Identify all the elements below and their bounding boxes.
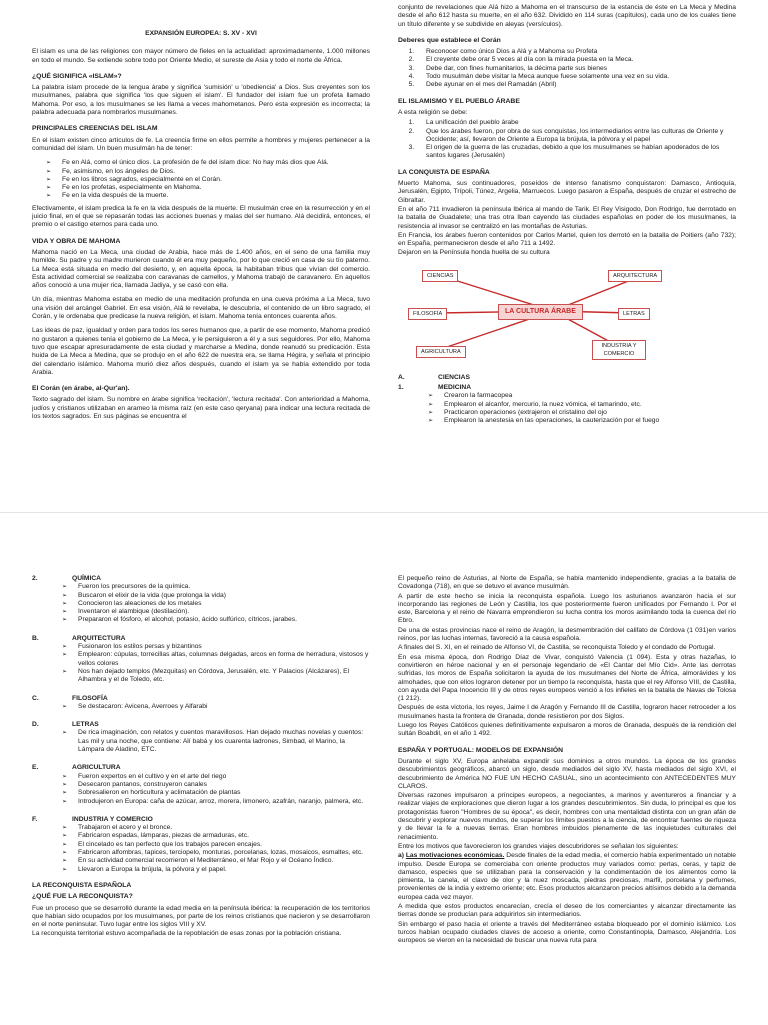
coran-continuation: conjunto de revelaciones que Alá hizo a Mahoma en el transcurso de la estancia de éste en La Meca y Medina desde el año 612 hasta su muerte, en el año 632. Dividido en 114 suras (capítulos), cada uno de los cuales tiene un título diferente y se subdivide en aleyas (versículos). bbox=[398, 4, 736, 28]
list-item: ➢ Se destacaron: Avicena, Averroes y Alfarabi bbox=[62, 703, 370, 711]
list-item: ➢ Fueron expertos en el cultivo y en el arte del riego bbox=[62, 773, 370, 781]
expansion-paragraph: A medida que estos productos encarecían, crecía el deseo de los comerciantes y alcanzar directamente las tierras donde se producían para adquirirlos sin intermediarios. bbox=[398, 902, 736, 919]
creencias-heading: PRINCIPALES CREENCIAS DEL ISLAM bbox=[32, 125, 158, 133]
list-item: ➢ Introdujeron en Europa: caña de azúcar, arroz, morera, limonero, azafrán, naranjo, palmera, etc. bbox=[62, 798, 370, 806]
node-letras: LETRAS bbox=[618, 308, 650, 320]
list-item: ➢ Llevaron a Europa la brújula, la pólvora y el papel. bbox=[62, 866, 370, 874]
document-title: EXPANSIÓN EUROPEA: S. XV - XVI bbox=[145, 30, 257, 37]
list-item: ➢ Fabricaron espadas, lámparas, piezas de armaduras, etc. bbox=[62, 832, 370, 840]
reconquista-text: A partir de este hecho se inicia la reconquista española. Luego los asturianos avanzaron hacia el sur incorporando las regiones de León y Castilla, los que posteriormente fueron unificados por Fernando I. Por el este, Barcelona y el reino de Navarra emprendieron su lucha contra los moros asimilando toda la cuenca del río Ebro. bbox=[398, 592, 736, 625]
list-item: ➢ Emplearon la anestesia en las operaciones, la cauterización por el fuego bbox=[428, 417, 736, 425]
node-industria-comercio: INDUSTRIA Y COMERCIO bbox=[592, 340, 646, 361]
node-ciencias: CIENCIAS bbox=[422, 270, 458, 282]
list-item: ➢ Fueron los precursores de la química. bbox=[62, 583, 370, 591]
section-agricultura: E. AGRICULTURA bbox=[32, 764, 121, 772]
reconquista-text: Después de esta victoria, los reyes, Jaime I de Aragón y Fernando III de Castilla, lograron hacer retroceder a los musulmanes hasta la frontera de Granada, donde resistieron por dos Siglos. bbox=[398, 704, 736, 720]
conquista-paragraph: Dejaron en la Península honda huella de su cultura bbox=[398, 249, 550, 257]
document-page-2 bbox=[0, 512, 768, 1025]
list-item: ➢ Buscaron el elixir de la vida (que prolonga la vida) bbox=[62, 592, 370, 600]
list-item: 3. El origen de la guerra de las cruzadas, debido a que los musulmanes se habían apoderados de los santos lugares (Jerusalén) bbox=[416, 144, 736, 161]
list-item: ➢ Prepararon el fósforo, el alcohol, potasio, ácido sulfúrico, cítricos, jarabes. bbox=[62, 616, 370, 624]
creencias-paragraph-2: Efectivamente, el islam predica la fe en la vida después de la muerte. El musulmán cree en la resurrección y en el juicio final, en el que se repasarán todas las acciones buenas y malas del ser humano. Alá decidirá, entonces, el premio o el castigo eternos para cada uno. bbox=[32, 204, 370, 229]
node-agricultura: AGRICULTURA bbox=[416, 346, 466, 358]
deberes-list bbox=[398, 48, 736, 89]
islam-paragraph: La palabra islam procede de la lengua árabe y significa 'sumisión' u 'obediencia' a Dios. Sus creyentes son los musulmanes, palabra que significa 'los que siguen el islam'. El fundador del islam fue un profeta llamado Mahoma. Por eso, a los musulmanes se les llama a veces mahometanos. Pero esta expresión es incorrecta; la palabra adecuada para nombrarlos musulmanes. bbox=[32, 84, 370, 117]
node-filosofia: FILOSOFÍA bbox=[408, 308, 447, 320]
letras-list bbox=[32, 729, 370, 754]
list-item: ➢ El cincelado es tan perfecto que los trabajos parecen encajes. bbox=[62, 841, 370, 849]
creencias-paragraph: En el islam existen cinco artículos de fe. La creencia firme en ellos permite a hombres y mujeres pertenecer a la comunidad del islam. Un buen musulmán ha de tener: bbox=[32, 136, 370, 152]
reconquista-paragraph: Fue un proceso que se desarrolló durante la edad media en la península ibérica: la recuperación de los territorios que habían sido ocupados por los musulmanes, por parte de los reinos cristianos que nacieron y se desarrollaron en el norte peninsular. Tuvo lugar entre los siglos VIII y XV. bbox=[32, 904, 370, 929]
reconquista-text: Luego los Reyes Católicos quienes definitivamente expulsaron a moros de Granada, después de la rendición del sultán Boabdil, en el año 1 492. bbox=[398, 722, 736, 738]
page1-right-column bbox=[398, 4, 736, 430]
coran-heading: El Corán (en árabe, al-Qur'an). bbox=[32, 385, 130, 393]
cultura-arabe-diagram bbox=[408, 264, 708, 364]
node-arquitectura: ARQUITECTURA bbox=[608, 270, 662, 282]
pueblo-heading: EL ISLAMISMO Y EL PUEBLO ÁRABE bbox=[398, 97, 520, 105]
mahoma-paragraph: Las ideas de paz, igualdad y orden para todos los seres humanos que, a partir de ese momento, Mahoma predicó no gustaron a quienes tenía el gobierno de La Meca, y le persiguieron a él y a sus seguidores. Por ello, Mahoma tuvo que escapar apresuradamente de esta ciudad y marcharse a Medina, donde reanudó su predicación. Esta huida de La Meca a Medina, que se produjo en el año 622 de nuestra era, se llama Hégira, y señala el principio del calendario islámico. Mahoma murió diez años después, cuando el islam ya se había extendido por toda Arabia. bbox=[32, 327, 370, 376]
list-item: 1. Reconocer como único Dios a Alá y a Mahoma su Profeta bbox=[416, 48, 736, 56]
list-item: 5. Debe ayunar en el mes del Ramadán (Abril) bbox=[416, 81, 736, 89]
conquista-paragraph: Muerto Mahoma, sus continuadores, poseídos de intenso fanatismo conquistaron: Damasco, Antioquía, Jerusalén, Egipto, Trípoli, Túnez, Argelia, Marruecos. Luego pasaron a España, después de cruzar el estrecho de Gibraltar. bbox=[398, 180, 736, 204]
mahoma-heading: VIDA Y OBRA DE MAHOMA bbox=[32, 237, 121, 245]
expansion-paragraph: Durante el siglo XV, Europa anhelaba expandir sus dominios a otros mundos. La época de los grandes descubrimientos geográficos, abarcó un siglo, desde mediados del siglo XV, hasta mediados del siglo XVI, el descubrimiento de América NO FUE UN HECHO CASUAL, sino un acontecimiento con ANTECEDENTES MUY CLAROS. bbox=[398, 757, 736, 790]
motivaciones-paragraph: a) Las motivaciones económicas. Desde finales de la edad media, el comercio había experimentado un notable impulso. Desde Europa se comerciaba con oriente productos muy variados como: perlas, ceras, y tapiz de damasco, especies que se utilizaban para la conservación y la condimentación de los alimentos como la pimienta, la canela, el clavo de olor y la nuez moscada, piedras preciosas, marfil, porcelana y perfumes, provenientes de la india y extremo oriente; etc. Esos productos alcanzaron precios altísimos debido a la demanda europea cada vez mayor. bbox=[398, 852, 736, 901]
coran-paragraph: Texto sagrado del islam. Su nombre en árabe significa 'recitación', 'lectura recitada'. Con anterioridad a Mahoma, judíos y cristianos utilizaban en arameo la misma raíz (en este caso qeryana) para indicar una lectura recitada de los textos sagrados. En sus páginas se encuentra el bbox=[32, 396, 370, 420]
reconquista-question: ¿QUÉ FUE LA RECONQUISTA? bbox=[32, 893, 133, 901]
reconquista-text: En esa misma época, don Rodrigo Díaz de Vivar, conquistó Valencia (1 094). Esta y otras hazañas, lo convirtieron en héroe nacional y en el personaje legendario de «El Cantar del Mío Cid». Ante las derrotas sufridas, los moros de España solicitaron la ayuda de los musulmanes del Norte de África, almorávides y los almohades, que con ellos lograron detener por un tiempo la reconquista, hasta que el rey Alfonso VIII, de Castilla, con ayuda del Papa Inocencio III y de otros reyes europeos venció a los infieles en la batalla de Navas de Tolosa (1 212). bbox=[398, 653, 736, 703]
list-item: ➢ Sobresalieron en horticultura y aclimatación de plantas bbox=[62, 789, 370, 797]
conquista-heading: LA CONQUISTA DE ESPAÑA bbox=[398, 168, 490, 176]
section-industria: F. INDUSTRIA Y COMERCIO bbox=[32, 815, 153, 823]
quimica-list bbox=[32, 583, 370, 624]
list-item: ➢ Emplearon el alcanfor, mercurio, la nuez vómica, el tamarindo, etc. bbox=[428, 401, 736, 409]
list-item: 1. La unificación del pueblo árabe bbox=[416, 119, 736, 127]
list-item: ➢ Fabricaron alfombras, tapices, terciopelo, monturas, porcelanas, lozas, mosaicos, esmaltes, etc. bbox=[62, 849, 370, 857]
conquista-paragraph: En Francia, los árabes fueron contenidos por Carlos Martel, quien los derrotó en la batalla de Poitiers (año 732); en España, permanecieron desde el año 711 a 1492. bbox=[398, 231, 736, 248]
medicina-list bbox=[398, 392, 736, 425]
reconquista-paragraph: La reconquista territorial estuvo acompañada de la repoblación de esas zonas por la población cristiana. bbox=[32, 930, 342, 938]
arquitectura-list bbox=[32, 643, 370, 684]
intro-paragraph: El islam es una de las religiones con mayor número de fieles en la actualidad: aproximadamente, 1.000 millones en todo el mundo. Se extiende sobre todo por Oriente Medio, el sureste de Asia y todo el norte de África. bbox=[32, 48, 370, 64]
industria-list bbox=[32, 824, 370, 874]
section-quimica: 2. QUÍMICA bbox=[32, 575, 101, 582]
list-item: ➢ Inventaron el alambique (destilación). bbox=[62, 608, 370, 616]
reconquista-text: A finales del S. XI, en el reinado de Alfonso VI, de Castilla, se reconquista Toledo y el condado de Portugal. bbox=[398, 644, 716, 652]
list-item: ➢ De rica imaginación, con relatos y cuentos maravillosos. Han dejado muchas novelas y cuentos: Las mil y una noche, que contiene: Alí babá y los cuarenta ladrones, Simbad, el Marino, la Lámpara de Aladino, ETC. bbox=[62, 729, 370, 754]
expansion-paragraph: Entre los motivos que favorecieron los grandes viajes descubridores se señalan los siguientes: bbox=[398, 842, 679, 850]
agricultura-list bbox=[32, 773, 370, 806]
deberes-heading: Deberes que establece el Corán bbox=[398, 36, 501, 44]
list-item: ➢ Trabajaron el acero y el bronce. bbox=[62, 824, 370, 832]
reconquista-text: El pequeño reino de Asturias, al Norte de España, se había mantenido independiente, gracias a la batalla de Covadonga (718), en que se detuvo el avance musulmán. bbox=[398, 575, 736, 591]
list-item: ➢ Fe en Alá, como el único dios. La profesión de fe del islam dice: No hay más dios que Alá. bbox=[46, 159, 370, 167]
page1-left-column bbox=[32, 30, 370, 427]
list-item: ➢ En su actividad comercial recorrieron el Mediterráneo, el Mar Rojo y el Océano Índico. bbox=[62, 857, 370, 865]
list-item: ➢ Practicaron operaciones (extrajeron el cristalino del ojo bbox=[428, 409, 736, 417]
document-page-1 bbox=[0, 0, 768, 512]
list-item: ➢ Fe en los libros sagrados, especialmente en el Corán. bbox=[46, 176, 370, 184]
mahoma-paragraph: Un día, mientras Mahoma estaba en medio de una meditación profunda en una cueva próxima a La Meca, tuvo una visión del arcángel Gabriel. En esa visión, Alá le revelaba, le descubría, el contenido de un libro sagrado, el Corán, y le ordenaba que predicase la nueva religión, el islam. Mahoma tenía entonces cuarenta años. bbox=[32, 296, 370, 321]
list-item: ➢ Fe en la vida después de la muerte. bbox=[46, 192, 370, 200]
section-ciencias: A. CIENCIAS bbox=[398, 373, 470, 381]
list-item: 2. El creyente debe orar 5 veces al día con la mirada puesta en la Meca. bbox=[416, 56, 736, 64]
conquista-paragraph: En el año 711 invadieron la península Ibérica al mando de Tarik. El Rey Visigodo, Don Rodrigo, fue derrotado en la batalla de Guadalete; una tras otra Iban cayendo las ciudades españolas en poder de los musulmanes, la resistencia al invasor se centralizó en las montañas de Asturias. bbox=[398, 205, 736, 230]
reconquista-text: De una de estas provincias nace el reino de Aragón, la desmembración del califato de Córdova (1 031)en varios reinos, por las luchas internas, favoreció a la causa española. bbox=[398, 626, 736, 643]
node-cultura-arabe: LA CULTURA ÁRABE bbox=[498, 304, 583, 320]
pueblo-list bbox=[398, 119, 736, 160]
list-item: ➢ Fusionaron los estilos persas y bizantinos bbox=[62, 643, 370, 651]
expansion-heading: ESPAÑA Y PORTUGAL: MODELOS DE EXPANSIÓN bbox=[398, 746, 564, 754]
list-item: ➢ Fe, asimismo, en los ángeles de Dios. bbox=[46, 168, 370, 176]
list-item: ➢ Desecaron pantanos, construyeron canales bbox=[62, 781, 370, 789]
creencias-list bbox=[32, 159, 370, 200]
list-item: ➢ Fe en los profetas, especialmente en Mahoma. bbox=[46, 184, 370, 192]
pueblo-paragraph: A esta religión se debe: bbox=[398, 108, 468, 116]
list-item: ➢ Conocieron las aleaciones de los metales bbox=[62, 600, 370, 608]
section-arquitectura: B. ARQUITECTURA bbox=[32, 634, 126, 642]
list-item: ➢ Emplearon: cúpulas, torrecillas altas, columnas delgadas, arcos en forma de herradura, vistosos y vellos colores bbox=[62, 651, 370, 668]
list-item: 2. Que los árabes fueron, por obra de sus conquistas, los intermediarios entre las culturas de Oriente y Occidente; así, llevaron de Oriente a Europa la brújula, la pólvora y el papel bbox=[416, 128, 736, 145]
list-item: ➢ Crearon la farmacopea bbox=[428, 392, 736, 400]
expansion-paragraph: Diversas razones impulsaron a príncipes europeos, a negociantes, a marinos y aventureros a financiar y a realizar viajes de exploraciones que dieron lugar a los grandes descubrimientos. Sin duda, lo principal es que los protagonistas fueron "Hombres de su época", es decir, hombres con una mentalidad distinta con un gran afán de descubrir y explorar nuevos mundos, de superar los límites puestos a la ciencia, de encontrar fuentes de riqueza y de llevar la fe a nuevas tierras. Eran hombres imbuidos plenamente de las inquietudes culturales del renacimiento. bbox=[398, 792, 736, 841]
filosofia-list bbox=[32, 703, 370, 711]
list-item: 3. Debe dar, con fines humanitarios, la décima parte sus bienes bbox=[416, 65, 736, 73]
list-item: 4. Todo musulmán debe visitar la Meca aunque fuese solamente una vez en su vida. bbox=[416, 73, 736, 81]
section-filosofia: C. FILOSOFÍA bbox=[32, 694, 108, 702]
page2-left-column bbox=[32, 575, 370, 945]
list-item: ➢ Nos han dejado templos (Mezquitas) en Córdova, Jerusalén, etc. Y Palacios (Alcázares), El Alhambra y el de Toledo, etc. bbox=[62, 668, 370, 685]
reconquista-heading: LA RECONQUISTA ESPAÑOLA bbox=[32, 881, 132, 889]
section-letras: D. LETRAS bbox=[32, 721, 99, 729]
mahoma-paragraph: Mahoma nació en La Meca, una ciudad de Arabia, hace más de 1.400 años, en el seno de una familia muy humilde. Su padre y su madre murieron cuando él era muy pequeño, por lo que creció en casa de su tío paterno. La Meca está situada en medio del desierto, y, en aquella época, la habitaban tribus que vivían del comercio. Esta actividad comercial se realizaba con caravanas de camellos, y Mahoma trabajó de caravanero. En aquellos años conoció a una mujer rica, llamada Jadiya, y se casó con ella. bbox=[32, 248, 370, 290]
section-medicina: 1. MEDICINA bbox=[398, 384, 472, 392]
page2-right-column bbox=[398, 575, 736, 951]
expansion-paragraph: Sin embargo el paso hacia el oriente a través del Mediterráneo estaba bloqueado por el dominio islámico. Los turcos habían ocupado ciudades claves de acceso a oriente, como Constantinopla, Damasco, Alejandría. Los europeos se vieron en la necesidad de buscar una nueva ruta para bbox=[398, 920, 736, 945]
islam-heading: ¿QUÉ SIGNIFICA «ISLAM»? bbox=[32, 72, 122, 80]
